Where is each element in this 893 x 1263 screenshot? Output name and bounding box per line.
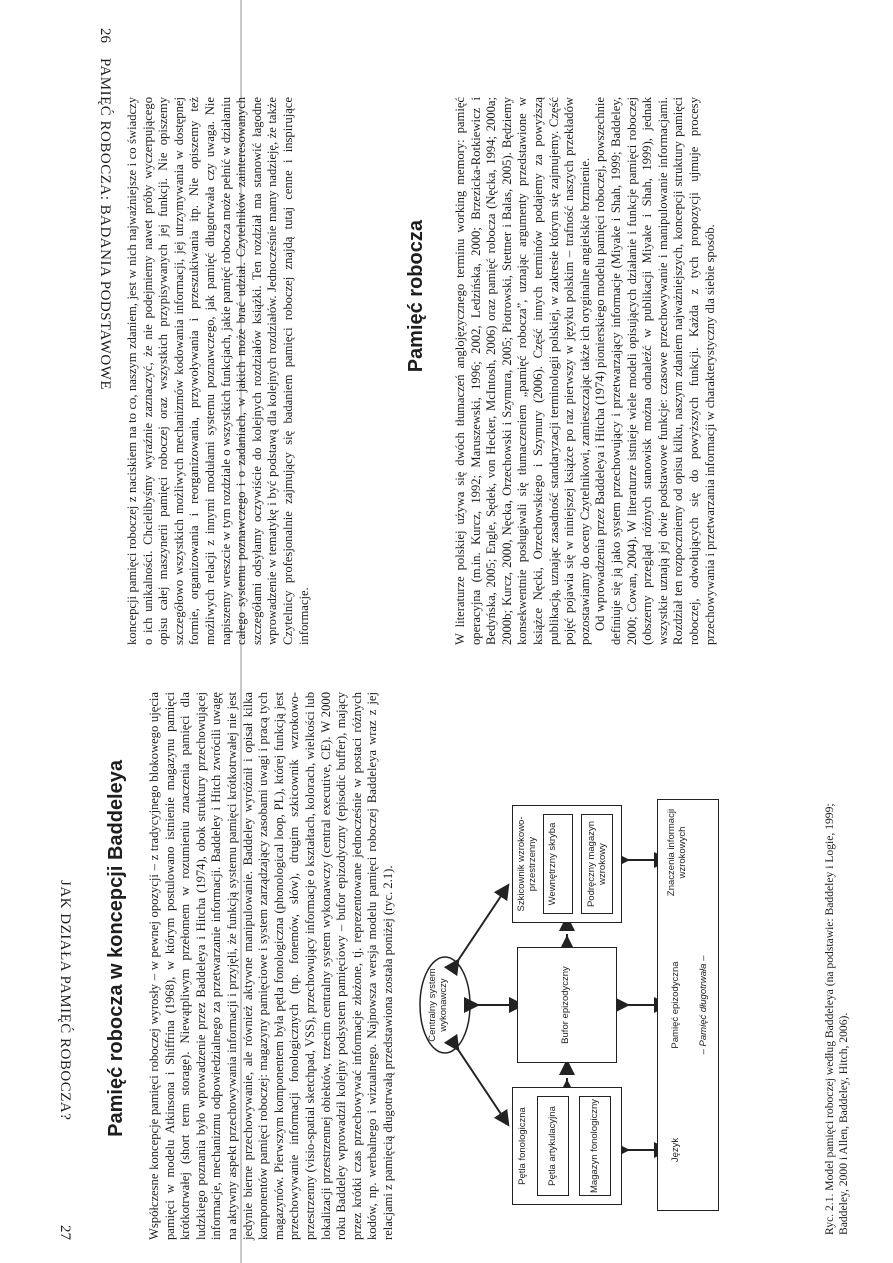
- articulatory-loop-box: [537, 1096, 569, 1196]
- inner-scribe-label: Wewnętrzny skryba: [547, 822, 558, 906]
- long-term-memory-box: [657, 799, 719, 1211]
- ltm-episodic-label: Pamięć epizodyczna: [670, 961, 681, 1049]
- running-head-left: PAMIĘĆ ROBOCZA: BADANIA PODSTAWOWE: [97, 58, 113, 390]
- phonological-loop-box: [512, 1087, 622, 1205]
- visual-cache-box: [581, 814, 613, 914]
- ltm-language-label: Język: [670, 1137, 681, 1163]
- page-number-left: 26: [97, 28, 113, 43]
- ltm-visual-label: Znaczenia informacji wzrokowych: [666, 808, 688, 897]
- episodic-buffer-box: [517, 947, 617, 1063]
- left-page-body-top: [125, 97, 311, 645]
- heading-baddeley: Pamięć robocza w koncepcji Baddeleya: [105, 760, 127, 1137]
- running-head-right: JAK DZIAŁA PAMIĘĆ ROBOCZA?: [57, 880, 73, 1121]
- phonological-store-label: Magazyn fonologiczny: [589, 1099, 600, 1193]
- inner-scribe-box: [543, 814, 573, 914]
- heading-pamiec-robocza: Pamięć robocza: [405, 220, 427, 373]
- central-executive-label: Centralny system wykonawczy: [427, 968, 449, 1042]
- episodic-buffer-label: Bufor epizodyczny: [560, 966, 571, 1044]
- phonological-loop-title: Pętla fonologiczna: [517, 1107, 528, 1185]
- left-page-body-main: [453, 97, 798, 645]
- paragraph-baddeley: Współczesne koncepcje pamięci roboczej wyrosły – w pewnej opozycji – z tradycyjnego blokowego ujęcia pamięci w modelu Atkinsona i Shiffrina (1968), w którym postulowano istnienie magazynu pamięci krótkotrwałej (short term storage). Niewątpliwym przełomem w rozumieniu znaczenia pamięci dla ludzkiego poznania było wprowadzenie przez Baddeleya i Hitcha (1974), obok struktury przechowującej informacje, mechanizmu odpowiedzialnego za przetwarzanie informacji. Baddeley i Hitch zwrócili uwagę na aktywny aspekt przechowywania informacji i przyjęli, że funkcją systemu pamięci krótkotrwałej nie jest jedynie bierne przechowywanie, ale również aktywne manipulowanie. Baddeley wyróżnił i opisał kilka komponentów pamięci roboczej: magazyny pamięciowe i system zarządzający zasobami uwagi i pracą tych magazynów. Pierwszym komponentem była pętla fonologiczna (phonological loop, PL), której funkcją jest przechowywanie informacji fonologicznych (np. fonemów, słów), drugim szkicownik wzrokowo-przestrzenny (visio-spatial sketchpad, VSS), przechowujący informacje o kształtach, kolorach, wielkości lub lokalizacji przestrzennej obiektów, trzecim centralny system wykonawczy (central executive, CE). W 2000 roku Baddeley wprowadził kolejny podsystem pamięciowy – bufor epizodyczny (episodic buffer), mający przez krótki czas przechowywać informacje złożone, tj. reprezentowane jednocześnie w postaci różnych kodów, np. werbalnego i wizualnego. Najnowsza wersja modelu pamięci roboczej Baddeleya wraz z jej relacjami z pamięcią długotrwałą przedstawiona została poniżej (ryc. 2.1).: [147, 692, 395, 1240]
- paragraph-terminology: W literaturze polskiej używa się dwóch tłumaczeń anglojęzycznego terminu working memory: pamięć operacyjna (m.in. Kurcz, 1992; Maruszewski, 1996; 2002, Ledzińska, 2000; Brzezicka-Rotkiewicz i Bedyńska, 2005; Engle, Sędek, von Hecker, McIntosh, 2006) oraz pamięć robocza (Nęcka, 1994; 2000a; 2000b; Kurcz, 2000, Nęcka, Orzechowski i Szymura, 2005; Piotrowski, Stettner i Balas, 2005). Będziemy konsekwentnie posługiwali się tłumaczeniem „pamięć robocza”, uznając argumenty przedstawione w książce Nęcki, Orzechowskiego i Szymury (2006). Część innych terminów podajemy za powyższą publikacją, uznając zasadność standaryzacji terminologii polskiej, w zakresie którym się zajmujemy. Część pojęć pojawia się w niniejszej książce po raz pierwszy w języku polskim – trafność naszych przekładów pozostawiamy do oceny Czytelnikowi, zamieszczając także ich oryginalne angielskie brzmienie.: [453, 97, 592, 645]
- articulatory-loop-label: Pętla artykulacyjna: [547, 1106, 558, 1186]
- paragraph-models: Od wprowadzenia przez Baddeleya i Hitcha (1974) pionierskiego modelu pamięci roboczej, powszechnie definiuje się ją jako system przechowujący i przetwarzający informacje (Miyake i Shah, 1999; Baddeley, 2000; Cowan, 2004). W literaturze istnieje wiele modeli opisujących działanie i funkcje pamięci roboczej (obszerny przegląd różnych stanowisk można odnaleźć w publikacji Miyake i Shah, 1999), jednak wszystkie uznają jej dwie podstawowe funkcje: czasowe przechowywanie i manipulowanie informacjami. Rozdział ten rozpoczniemy od opisu kilku, naszym zdaniem najważniejszych, koncepcji struktury pamięci roboczej, odwołujących się do powyższych funkcji. Każda z tych propozycji ujmuje procesy przechowywania i przetwarzania informacji w charakterystyczny dla siebie sposób.: [593, 97, 717, 645]
- baddeley-model-figure: [417, 795, 723, 1215]
- figure-caption: Ryc. 2.1. Model pamięci roboczej według Baddeleya (na podstawie: Baddeley i Logie, 1999; Baddeley, 2000 i Allen, Baddeley, Hitch, 2006).: [823, 803, 850, 1235]
- right-page-body: [147, 692, 417, 1240]
- phonological-store-box: [579, 1096, 611, 1196]
- sketchpad-title: Szkicownik wzrokowo-przestrzenny: [516, 816, 538, 912]
- visual-cache-label: Podręczny magazyn wzrokowy: [586, 820, 608, 908]
- sketchpad-box: [512, 805, 622, 923]
- ltm-label: – Pamięć długotrwała –: [698, 955, 709, 1055]
- intro-paragraph: koncepcji pamięci roboczej z naciskiem na to co, naszym zdaniem, jest w nich najważniejsze i co świadczy o ich unikalności. Chcielibyśmy wyraźnie zaznaczyć, że nie podejmiemy nawet próby wyczerpującego opisu całej maszynerii pamięci roboczej oraz wszystkich przypisywanych jej funkcji. Nie opiszemy szczegółowo wszystkich możliwych mechanizmów kodowania informacji, jej utrzymywania w dostępnej formie, organizowania i reorganizowania, przywoływania i przeszukiwania itp. Nie opiszemy też możliwych relacji z innymi modułami systemu poznawczego, jak pamięć długotrwała czy uwaga. Nie napiszemy wreszcie w tym rozdziale o wszystkich funkcjach, jakie pamięć robocza może pełnić w działaniu całego systemu poznawczego i o zadaniach, w jakich może brać udział. Czytelników zainteresowanych szczegółami odsyłamy oczywiście do kolejnych rozdziałów książki. Ten rozdział ma stanowić łagodne wprowadzenie w tematykę i być podstawą dla kolejnych rozdziałów. Jednocześnie mamy nadzieję, że także Czytelnicy profesjonalnie zajmujący się badaniem pamięci roboczej znajdą tutaj cenne i inspirujące informacje.: [125, 97, 311, 645]
- page-number-right: 27: [57, 1225, 73, 1240]
